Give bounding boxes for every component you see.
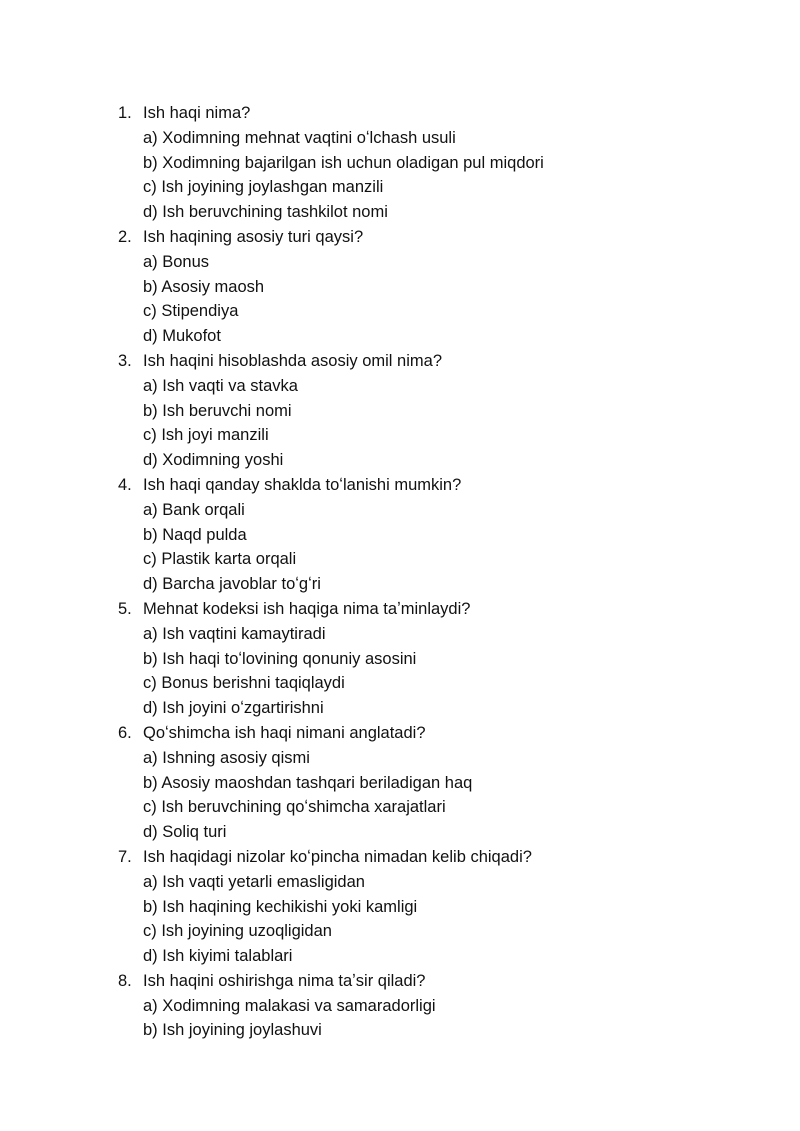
question-text: Ish haqini hisoblashda asosiy omil nima? bbox=[143, 351, 442, 370]
question-line bbox=[118, 225, 758, 250]
answer-option: b) Naqd pulda bbox=[143, 525, 247, 544]
question-line bbox=[118, 597, 758, 622]
answer-option: a) Ish vaqtini kamaytiradi bbox=[143, 624, 326, 643]
answer-option: b) Ish haqi toʻlovining qonuniy asosini bbox=[143, 649, 417, 668]
answer-option: c) Ish joyi manzili bbox=[143, 426, 269, 445]
answer-option: d) Ish beruvchining tashkilot nomi bbox=[143, 203, 388, 222]
answer-option: d) Ish joyini oʻzgartirishni bbox=[143, 699, 324, 718]
answer-option: d) Ish kiyimi talablari bbox=[143, 947, 293, 966]
question-line bbox=[118, 845, 758, 870]
answer-option: a) Xodimning mehnat vaqtini oʻlchash usuli bbox=[143, 128, 456, 147]
answer-option: c) Ish joyining uzoqligidan bbox=[143, 922, 332, 941]
answer-option: d) Xodimning yoshi bbox=[143, 451, 284, 470]
answer-option: b) Asosiy maoshdan tashqari beriladigan haq bbox=[143, 773, 473, 792]
answer-options bbox=[118, 498, 758, 597]
question-item bbox=[118, 969, 758, 1043]
answer-option: a) Ishning asosiy qismi bbox=[143, 748, 310, 767]
question-item bbox=[118, 845, 758, 969]
question-text: Ish haqi nima? bbox=[143, 104, 251, 122]
answer-options bbox=[118, 746, 758, 845]
question-number: 6. bbox=[118, 723, 132, 742]
question-line bbox=[118, 473, 758, 498]
answer-option: b) Ish beruvchi nomi bbox=[143, 401, 292, 420]
question-text: Mehnat kodeksi ish haqiga nima taʼminlaydi? bbox=[143, 599, 471, 618]
question-line bbox=[118, 721, 758, 746]
question-text: Ish haqini oshirishga nima taʼsir qiladi? bbox=[143, 971, 426, 990]
answer-options bbox=[118, 126, 758, 225]
answer-option: c) Ish joyining joylashgan manzili bbox=[143, 178, 384, 197]
answer-option: c) Stipendiya bbox=[143, 302, 239, 321]
question-line bbox=[118, 101, 758, 126]
question-number: 8. bbox=[118, 971, 132, 990]
answer-option: a) Bank orqali bbox=[143, 500, 245, 519]
answer-option: b) Ish haqining kechikishi yoki kamligi bbox=[143, 897, 418, 916]
answer-option: c) Bonus berishni taqiqlaydi bbox=[143, 674, 345, 693]
question-item bbox=[118, 721, 758, 845]
question-number: 4. bbox=[118, 475, 132, 494]
question-text: Ish haqidagi nizolar koʻpincha nimadan kelib chiqadi? bbox=[143, 847, 532, 866]
answer-option: c) Ish beruvchining qoʻshimcha xarajatlari bbox=[143, 798, 446, 817]
question-number: 3. bbox=[118, 351, 132, 370]
question-number: 5. bbox=[118, 599, 132, 618]
question-item bbox=[118, 473, 758, 597]
answer-options bbox=[118, 250, 758, 349]
answer-option: a) Ish vaqti va stavka bbox=[143, 376, 298, 395]
question-item bbox=[118, 597, 758, 721]
answer-options bbox=[118, 374, 758, 473]
answer-options bbox=[118, 622, 758, 721]
answer-option: b) Asosiy maosh bbox=[143, 277, 265, 296]
question-item bbox=[118, 225, 758, 349]
question-number: 1. bbox=[118, 104, 132, 122]
answer-option: c) Plastik karta orqali bbox=[143, 550, 297, 569]
question-item bbox=[118, 349, 758, 473]
answer-option: d) Mukofot bbox=[143, 327, 221, 346]
question-item bbox=[118, 101, 758, 225]
answer-option: d) Barcha javoblar toʻgʻri bbox=[143, 575, 321, 594]
question-number: 2. bbox=[118, 227, 132, 246]
question-line bbox=[118, 969, 758, 994]
question-list bbox=[118, 101, 758, 1043]
answer-option: b) Ish joyining joylashuvi bbox=[143, 1021, 322, 1040]
question-text: Ish haqi qanday shaklda toʻlanishi mumkin? bbox=[143, 475, 462, 494]
question-line bbox=[118, 349, 758, 374]
question-text: Qoʻshimcha ish haqi nimani anglatadi? bbox=[143, 723, 426, 742]
answer-option: a) Xodimning malakasi va samaradorligi bbox=[143, 996, 436, 1015]
question-text: Ish haqining asosiy turi qaysi? bbox=[143, 227, 364, 246]
answer-option: b) Xodimning bajarilgan ish uchun oladigan pul miqdori bbox=[143, 153, 544, 172]
answer-option: a) Ish vaqti yetarli emasligidan bbox=[143, 872, 365, 891]
answer-option: a) Bonus bbox=[143, 252, 210, 271]
question-number: 7. bbox=[118, 847, 132, 866]
answer-options bbox=[118, 994, 758, 1044]
answer-options bbox=[118, 870, 758, 969]
answer-option: d) Soliq turi bbox=[143, 823, 227, 842]
